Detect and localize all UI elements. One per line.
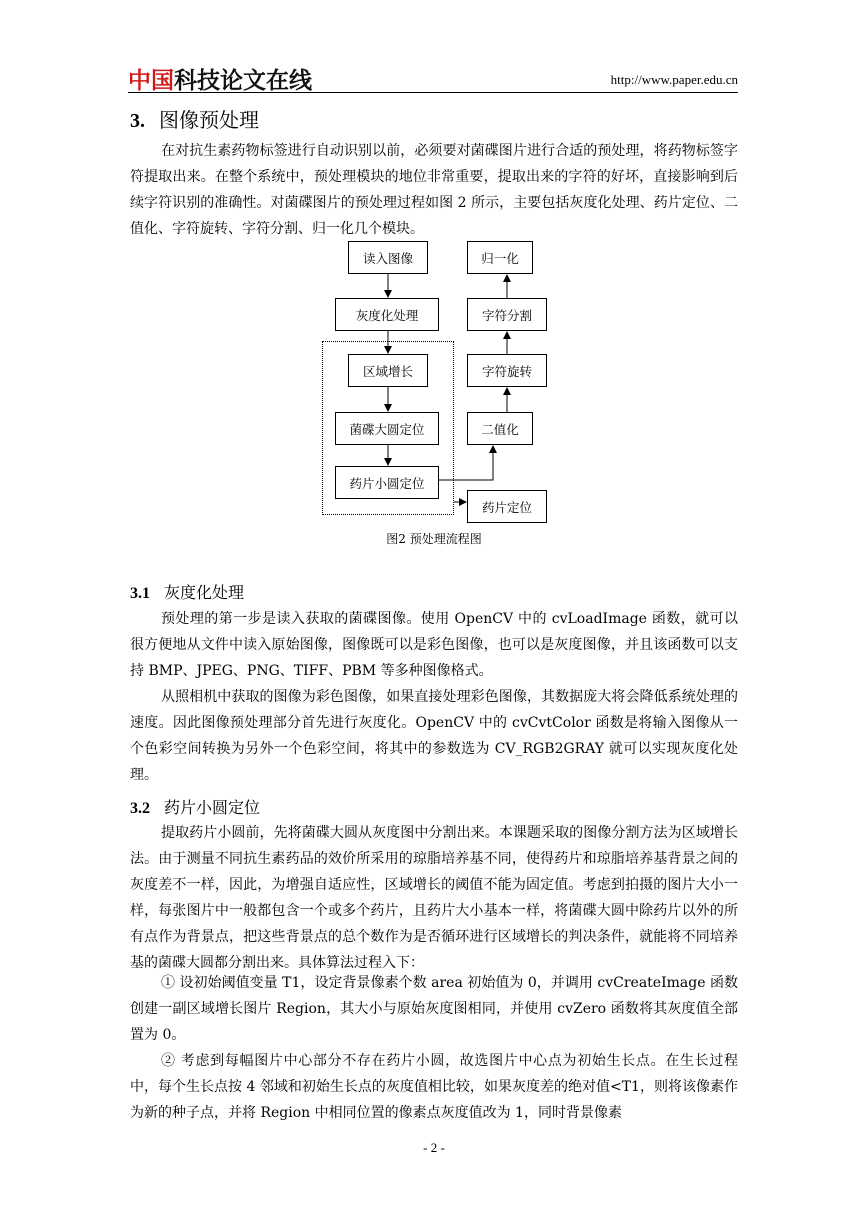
header-url[interactable]: http://www.paper.edu.cn [610,72,738,87]
figure-caption: 图2 预处理流程图 [386,532,482,546]
section-title: 图像预处理 [159,108,259,132]
section-3-2-heading [130,795,260,818]
box-grayscale: 灰度化处理 [335,298,439,331]
section-title: 药片小圆定位 [164,798,261,817]
section-3-2-paragraph-3: ② 考虑到每幅图片中心部分不存在药片小圆，故选图片中心点为初始生长点。在生长过程中，每个生长点按 4 邻域和初始生长点的灰度值相比较，如果灰度差的绝对值<T1，则将该像素作为新的种子点，并将 Region 中相同位置的像素点灰度值改为 1，同时背景像素 [130,1053,738,1121]
section-number: 3.2 [130,800,150,817]
section-number: 3. [130,110,145,132]
box-char-rotate: 字符旋转 [467,354,547,387]
section-3-2-paragraph-2: ① 设初始阈值变量 T1，设定背景像素个数 area 初始值为 0，并调用 cvCreateImage 函数创建一副区域增长图片 Region，其大小与原始灰度图相同，并使用 cvZero 函数将其灰度值全部置为 0。 [130,975,738,1043]
section-number: 3.1 [130,585,150,602]
section-3-1-paragraph-2: 从照相机中获取的图像为彩色图像，如果直接处理彩色图像，其数据庞大将会降低系统处理的速度。因此图像预处理部分首先进行灰度化。OpenCV 中的 cvCvtColor 函数是将输入图像从一个色彩空间转换为另外一个色彩空间，将其中的参数选为 CV_RGB2GRAY 就可以实现灰度化处理。 [130,689,738,783]
box-normalize: 归一化 [467,241,533,274]
section-title: 灰度化处理 [164,583,245,602]
flowchart-arrows [0,0,868,560]
box-pill-locate: 药片定位 [467,490,547,523]
box-small-circle-locate: 药片小圆定位 [335,466,439,499]
section-3-1-paragraph-1: 预处理的第一步是读入获取的菌碟图像。使用 OpenCV 中的 cvLoadImage 函数，就可以很方便地从文件中读入原始图像，图像既可以是彩色图像，也可以是灰度图像，并且该函数可以支持 BMP、JPEG、PNG、TIFF、PBM 等多种图像格式。 [130,611,738,679]
box-read-image: 读入图像 [348,241,428,274]
logo-part-red: 中国 [128,68,174,94]
box-big-circle-locate: 菌碟大圆定位 [335,412,439,445]
logo-part-black: 科技论文在线 [174,68,312,94]
box-region-growing: 区域增长 [348,354,428,387]
section-3-paragraph: 在对抗生素药物标签进行自动识别以前，必须要对菌碟图片进行合适的预处理，将药物标签字符提取出来。在整个系统中，预处理模块的地位非常重要，提取出来的字符的好坏，直接影响到后续字符识别的准确性。对菌碟图片的预处理过程如图 2 所示，主要包括灰度化处理、药片定位、二值化、字符旋转、字符分割、归一化几个模块。 [130,143,738,237]
box-binarize: 二值化 [467,412,533,445]
section-3-1-heading [130,580,244,603]
section-3-2-paragraph-1: 提取药片小圆前，先将菌碟大圆从灰度图中分割出来。本课题采取的图像分割方法为区域增长法。由于测量不同抗生素药品的效价所采用的琼脂培养基不同，使得药片和琼脂培养基背景之间的灰度差不一样，因此，为增强自适应性，区域增长的阈值不能为固定值。考虑到拍摄的图片大小一样，每张图片中一般都包含一个或多个药片，且药片大小基本一样，将菌碟大圆中除药片以外的所有点作为背景点，把这些背景点的总个数作为是否循环进行区域增长的判决条件，就能将不同培养基的菌碟大圆都分割出来。具体算法过程入下： [130,825,738,971]
box-char-split: 字符分割 [467,298,547,331]
page-number: - 2 - [423,1140,445,1155]
